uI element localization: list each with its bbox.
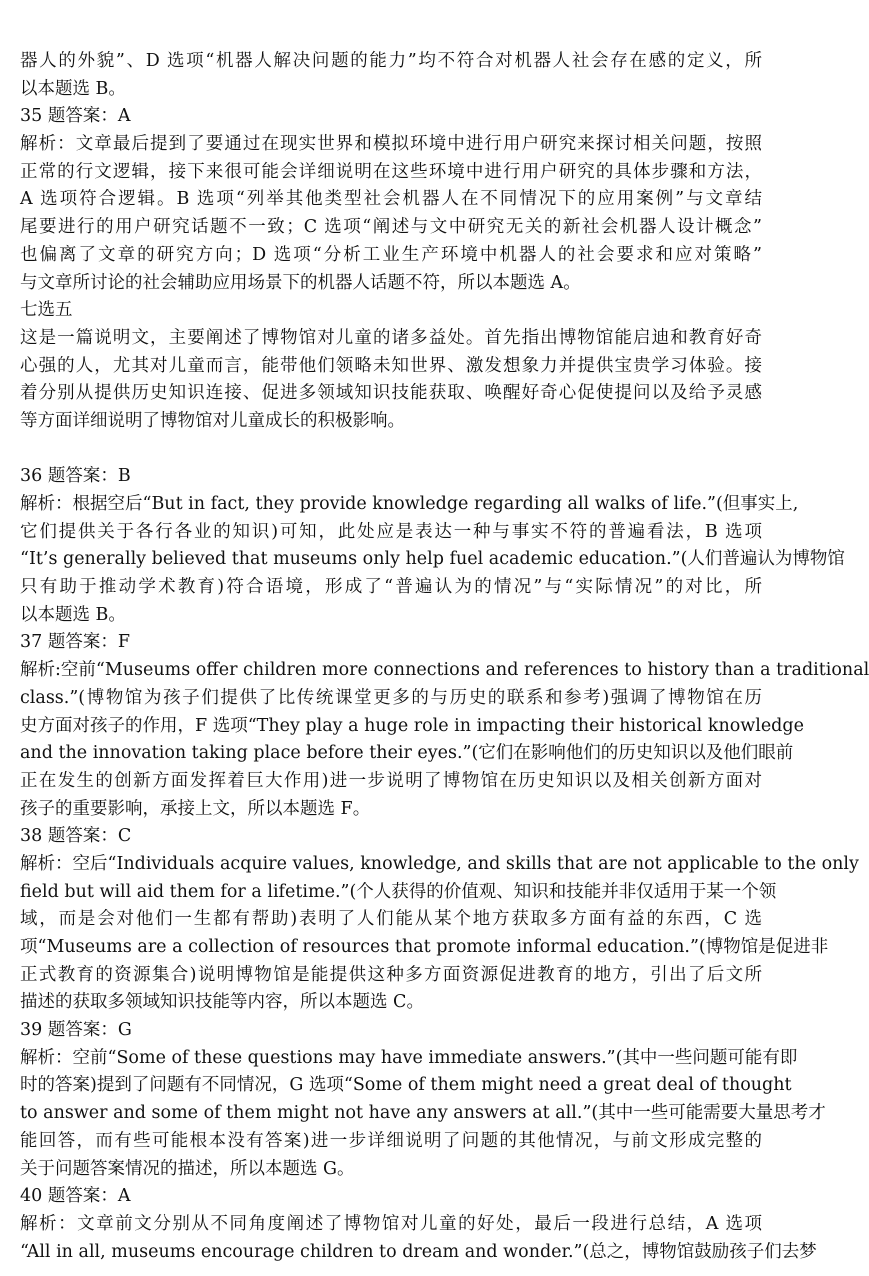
- text-line: 关于问题答案情况的描述，所以本题选 G。: [20, 1158, 355, 1179]
- answer-explanation-document: [20, 48, 869, 1266]
- text-line: 器人的外貌”、D 选项“机器人解决问题的能力”均不符合对机器人社会存在感的定义，所: [20, 51, 762, 71]
- text-line: 35 题答案：A: [20, 106, 131, 127]
- text-line: 39 题答案：G: [20, 1020, 132, 1041]
- text-line: 着分别从提供历史知识连接、促进多领域知识技能获取、唤醒好奇心促使提问以及给予灵感: [20, 383, 762, 404]
- text-line: 解析：根据空后“But in fact, they provide knowledge regarding all walks of life.”(但事实上,: [20, 494, 799, 514]
- text-line: A 选项符合逻辑。B 选项“列举其他类型社会机器人在不同情况下的应用案例”与文章结: [20, 189, 762, 210]
- text-line: 只有助于推动学术教育)符合语境，形成了“普遍认为的情况”与“实际情况”的对比，所: [20, 577, 762, 598]
- text-line: 解析：文章最后提到了要通过在现实世界和模拟环境中进行用户研究来探讨相关问题，按照: [20, 134, 762, 155]
- text-line: 史方面对孩子的作用，F 选项“They play a huge role in impacting their historical knowledge: [20, 715, 804, 736]
- text-line: 心强的人，尤其对儿童而言，能带他们领略未知世界、激发想象力并提供宝贵学习体验。接: [20, 355, 762, 376]
- text-line: 描述的获取多领域知识技能等内容，所以本题选 C。: [20, 992, 424, 1013]
- text-line: field but will aid them for a lifetime.”(个人获得的价值观、知识和技能并非仅适用于某一个领: [20, 881, 777, 902]
- text-line: 七选五: [20, 300, 73, 321]
- text-line: to answer and some of them might not have any answers at all.”(其中一些可能需要大量思考才: [20, 1103, 826, 1124]
- text-line: 时的答案)提到了问题有不同情况，G 选项“Some of them might need a great deal of thought: [20, 1075, 792, 1096]
- text-line: 以本题选 B。: [20, 604, 126, 625]
- text-line: 38 题答案：C: [20, 826, 132, 847]
- text-line: class.”(博物馆为孩子们提供了比传统课堂更多的与历史的联系和参考)强调了博物馆在历: [20, 687, 762, 708]
- text-line: 36 题答案：B: [20, 466, 131, 487]
- text-line: 它们提供关于各行各业的知识)可知，此处应是表达一种与事实不符的普遍看法，B 选项: [20, 521, 762, 542]
- blank-line: [20, 436, 762, 464]
- text-line: 以本题选 B。: [20, 78, 126, 99]
- text-line: 37 题答案：F: [20, 632, 130, 653]
- text-line: 解析：文章前文分别从不同角度阐述了博物馆对儿童的好处，最后一段进行总结，A 选项: [20, 1213, 762, 1234]
- text-line: “All in all, museums encourage children to dream and wonder.”(总之，博物馆鼓励孩子们去梦: [20, 1241, 817, 1262]
- text-line: 孩子的重要影响，承接上文，所以本题选 F。: [20, 798, 371, 819]
- text-line: 项“Museums are a collection of resources that promote informal education.”(博物馆是促进非: [20, 937, 829, 957]
- text-line: and the innovation taking place before their eyes.”(它们在影响他们的历史知识以及他们眼前: [20, 743, 794, 764]
- text-line: 等方面详细说明了博物馆对儿童成长的积极影响。: [20, 410, 405, 431]
- text-line: “It’s generally believed that museums only help fuel academic education.”(人们普遍认为博物馆: [20, 549, 845, 570]
- text-line: 40 题答案：A: [20, 1186, 131, 1207]
- text-line: 能回答，而有些可能根本没有答案)进一步详细说明了问题的其他情况，与前文形成完整的: [20, 1130, 762, 1151]
- text-line: 正式教育的资源集合)说明博物馆是能提供这种多方面资源促进教育的地方，引出了后文所: [20, 964, 762, 985]
- text-line: 正常的行文逻辑，接下来很可能会详细说明在这些环境中进行用户研究的具体步骤和方法，: [20, 161, 762, 182]
- text-line: 解析：空后“Individuals acquire values, knowledge, and skills that are not applicable to the only: [20, 853, 859, 874]
- text-line: 正在发生的创新方面发挥着巨大作用)进一步说明了博物馆在历史知识以及相关创新方面对: [20, 770, 762, 791]
- text-line: 尾要进行的用户研究话题不一致；C 选项“阐述与文中研究无关的新社会机器人设计概念”: [20, 217, 762, 238]
- text-line: 域，而是会对他们一生都有帮助)表明了人们能从某个地方获取多方面有益的东西，C 选: [20, 909, 762, 930]
- text-line: 也偏离了文章的研究方向；D 选项“分析工业生产环境中机器人的社会要求和应对策略”: [20, 244, 762, 265]
- text-line: 解析：空前“Some of these questions may have immediate answers.”(其中一些问题可能有即: [20, 1047, 798, 1068]
- text-line: 这是一篇说明文，主要阐述了博物馆对儿童的诸多益处。首先指出博物馆能启迪和教育好奇: [20, 327, 762, 348]
- text-line: 与文章所讨论的社会辅助应用场景下的机器人话题不符，所以本题选 A。: [20, 272, 581, 293]
- text-line: 解析:空前“Museums offer children more connections and references to history than a traditional: [20, 660, 869, 681]
